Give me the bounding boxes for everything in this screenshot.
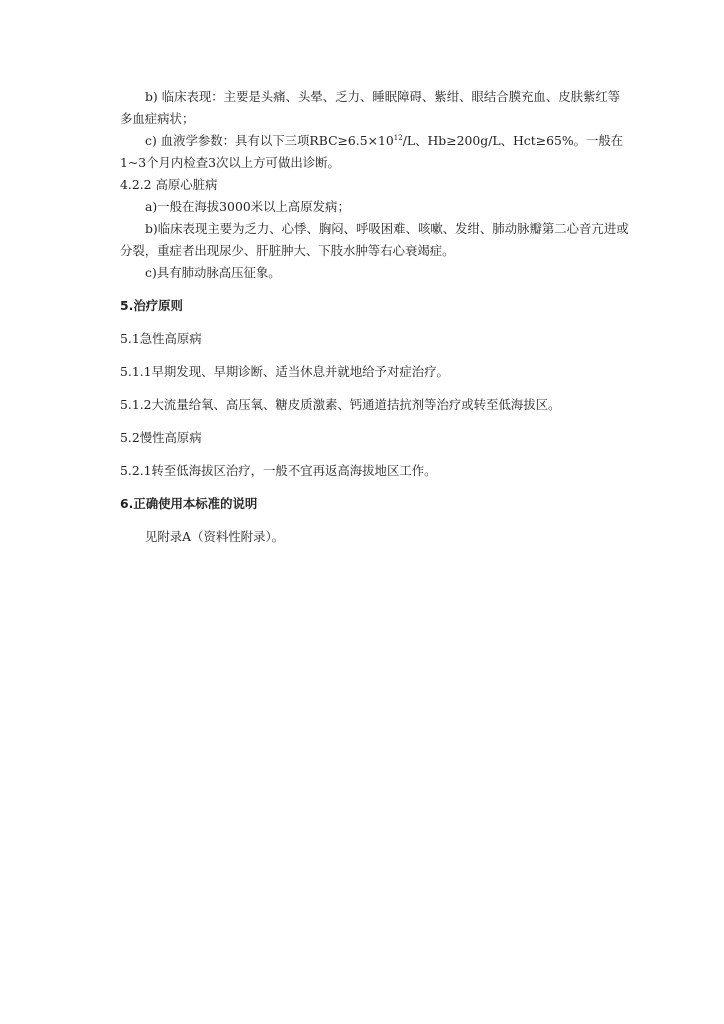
section-5-1-2-paragraph: 5.1.2大流量给氧、高压氧、糖皮质激素、钙通道拮抗剂等治疗或转至低海拔区。 bbox=[120, 397, 561, 412]
section-5-1-heading: 5.1急性高原病 bbox=[120, 331, 202, 346]
clinical-manifestation-paragraph: b) 临床表现：主要是头痛、头晕、乏力、睡眠障碍、紫绀、眼结合膜充血、皮肤紫红等多血症病状； bbox=[120, 89, 621, 126]
section-6-heading: 6.正确使用本标准的说明 bbox=[120, 496, 258, 511]
section-4-2-2-item-a: a)一般在海拔3000米以上高原发病； bbox=[145, 199, 350, 214]
exponent-superscript: 12 bbox=[393, 134, 403, 142]
section-4-2-2-item-c: c)具有肺动脉高压征象。 bbox=[145, 265, 281, 280]
section-5-2-heading: 5.2慢性高原病 bbox=[120, 430, 202, 445]
section-4-2-2-heading: 4.2.2 高原心脏病 bbox=[120, 177, 218, 192]
section-5-heading: 5.治疗原则 bbox=[120, 298, 183, 313]
section-5-1-1-paragraph: 5.1.1早期发现、早期诊断、适当休息并就地给予对症治疗。 bbox=[120, 364, 449, 379]
appendix-reference: 见附录A（资料性附录）。 bbox=[145, 529, 285, 544]
hematology-text-part2: /L、Hb≥200g/L、Hct≥65%。一般在1~3个月内检查3次以上方可做出诊断。 bbox=[120, 133, 624, 170]
document-body bbox=[120, 86, 630, 548]
hematology-text-part1: c) 血液学参数：具有以下三项RBC≥6.5×10 bbox=[145, 133, 394, 148]
section-5-2-1-paragraph: 5.2.1转至低海拔区治疗，一般不宜再返高海拔地区工作。 bbox=[120, 463, 437, 478]
hematology-parameters-paragraph bbox=[120, 130, 630, 174]
section-4-2-2-item-b: b)临床表现主要为乏力、心悸、胸闷、呼吸困难、咳嗽、发绀、肺动脉瓣第二心音亢进或分裂，重症者出现尿少、肝脏肿大、下肢水肿等右心衰竭症。 bbox=[120, 221, 629, 258]
